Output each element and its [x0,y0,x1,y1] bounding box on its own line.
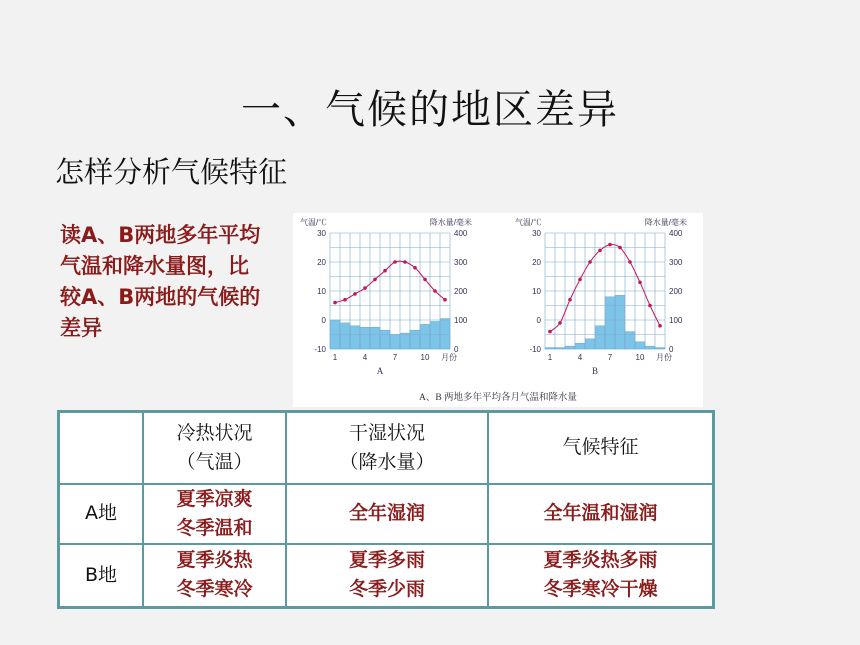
temperature-point [433,289,437,293]
header-line: 冷热状况 [176,421,253,444]
precip-bar [615,295,625,349]
temp-tick-label: 20 [532,258,541,267]
cell-line: 冬季寒冷 [176,578,253,601]
precip-bar [400,333,410,349]
chart-name: B [591,366,599,376]
temp-tick-label: 30 [532,229,541,238]
temperature-point [383,269,387,273]
cell-line: 夏季凉爽 [176,487,253,510]
chart-name: A [376,366,384,376]
header-line: （气温） [176,450,253,473]
temp-tick-label: -10 [314,345,326,354]
precip-bar [565,346,575,349]
table-corner-cell [59,412,144,484]
temperature-point [403,260,407,264]
question-prompt [60,220,285,344]
precip-tick-label: 100 [669,316,683,325]
header-line: 气候特征 [562,436,639,459]
precip-bar [370,327,380,349]
cell-line: 夏季多雨 [348,549,425,572]
temp-tick-label: -10 [529,345,541,354]
right-axis-label: 降水量/毫米 [429,218,472,227]
temperature-point [568,298,572,302]
climate-figure [293,213,703,407]
precip-tick-label: 200 [669,287,683,296]
month-tick-label: 4 [577,353,583,362]
prompt-line: 较A、B两地的气候的 [60,285,261,309]
precip-bar [390,335,400,350]
prompt-line: 读A、B两地多年平均 [60,223,261,247]
figure-caption: A、B 两地多年平均各月气温和降水量 [418,393,578,403]
precip-bar [430,321,440,349]
temperature-point [353,292,357,296]
cell-line: 冬季寒冷干燥 [543,578,658,601]
temperature-point [373,278,377,282]
temp-tick-label: 20 [317,258,326,267]
temperature-point [363,286,367,290]
month-tick-label: 1 [332,353,338,362]
cell-b-climate [488,544,714,608]
temperature-point [598,249,602,253]
temperature-point [443,298,447,302]
temperature-point [413,266,417,270]
temperature-point [393,260,397,264]
cell-b-precipitation [286,544,488,608]
temperature-point [333,301,337,305]
temperature-point [548,330,552,334]
precip-bar [340,323,350,349]
cell-b-temperature [143,544,286,608]
temperature-point [608,243,612,247]
cell-line: 全年湿润 [348,502,425,524]
precip-tick-label: 100 [454,316,468,325]
climate-charts-svg [293,213,703,407]
x-unit-label: 月份 [656,353,672,362]
cell-line: 夏季炎热 [176,549,253,572]
precip-tick-label: 300 [669,258,683,267]
prompt-line: 气温和降水量图，比 [60,254,249,278]
temperature-point [558,321,562,325]
cell-line: 冬季温和 [176,516,253,539]
temperature-point [343,298,347,302]
precip-bar [440,319,450,349]
precip-bar [635,342,645,349]
left-axis-label: 气温/℃ [515,218,542,227]
precip-bar [585,339,595,349]
precip-bar [595,326,605,349]
cell-a-climate [488,484,714,544]
month-tick-label: 7 [607,353,613,362]
cell-a-temperature [143,484,286,544]
month-tick-label: 7 [392,353,398,362]
precip-tick-label: 400 [669,229,683,238]
precip-tick-label: 0 [454,345,459,354]
right-axis-label: 降水量/毫米 [644,218,687,227]
cell-line: 全年温和湿润 [543,502,658,524]
temperature-point [648,304,652,308]
month-tick-label: 10 [635,353,645,362]
comparison-table [57,410,715,609]
header-line: （降水量） [339,450,435,473]
row-label-b: B地 [59,544,144,608]
page-title: 一、气候的地区差异 [241,87,619,133]
precip-bar [645,346,655,349]
temperature-point [638,281,642,285]
precip-tick-label: 300 [454,258,468,267]
precip-bar [350,326,360,349]
temperature-point [618,246,622,250]
precip-tick-label: 0 [669,345,674,354]
precip-bar [360,327,370,349]
temperature-point [588,260,592,264]
header-precipitation [286,412,488,484]
cell-a-precipitation [286,484,488,544]
x-unit-label: 月份 [441,353,457,362]
header-temperature [143,412,286,484]
cell-line: 夏季炎热多雨 [543,549,658,572]
temp-tick-label: 10 [317,287,326,296]
precip-tick-label: 200 [454,287,468,296]
section-subtitle: 怎样分析气候特征 [55,155,288,189]
precip-bar [575,343,585,349]
temp-tick-label: 10 [532,287,541,296]
header-line: 干湿状况 [348,421,425,444]
precip-bar [420,324,430,349]
temp-tick-label: 30 [317,229,326,238]
temp-tick-label: 0 [536,316,541,325]
row-label-a: A地 [59,484,144,544]
month-tick-label: 4 [362,353,368,362]
prompt-line: 差异 [60,316,102,340]
left-axis-label: 气温/℃ [300,218,327,227]
temperature-point [658,324,662,328]
header-climate [488,412,714,484]
month-tick-label: 10 [420,353,430,362]
temp-tick-label: 0 [321,316,326,325]
precip-tick-label: 400 [454,229,468,238]
month-tick-label: 1 [547,353,553,362]
precip-bar [605,297,615,349]
temperature-point [628,260,632,264]
cell-line: 冬季少雨 [348,578,425,601]
temperature-point [578,278,582,282]
precip-bar [410,330,420,349]
precip-bar [380,330,390,349]
temperature-point [423,278,427,282]
